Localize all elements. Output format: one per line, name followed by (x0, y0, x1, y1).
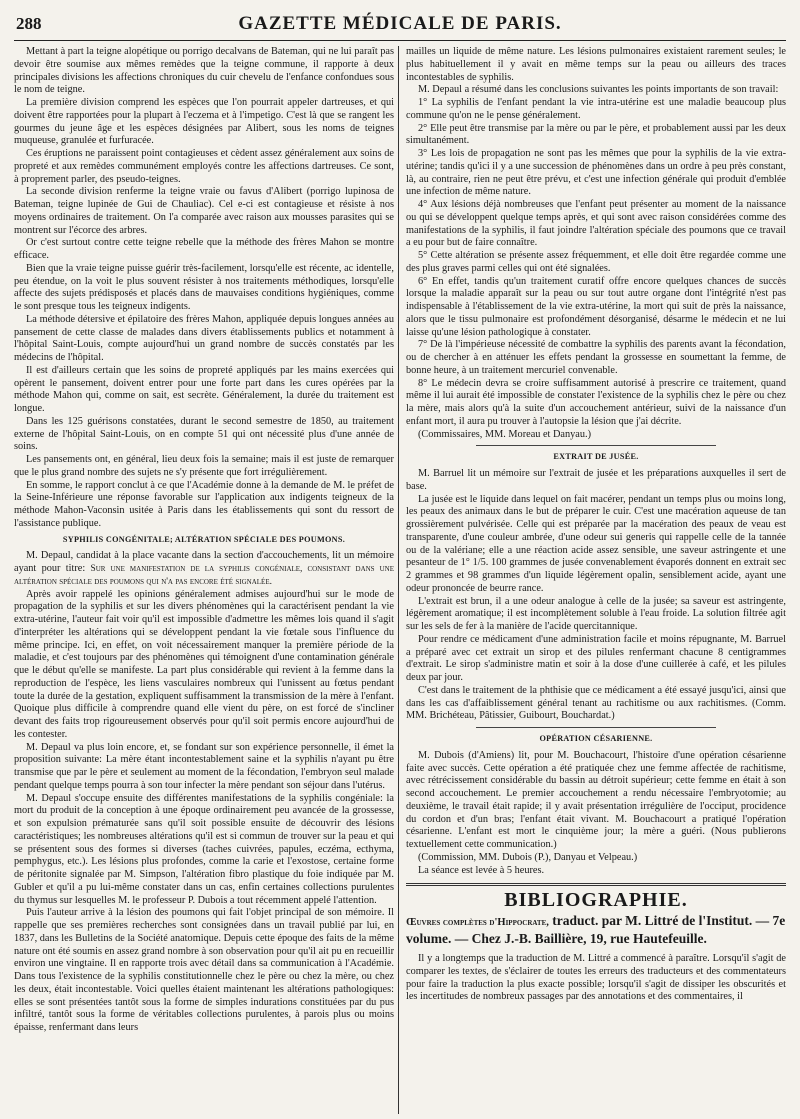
paragraph: Puis l'auteur arrive à la lésion des poumons qui fait l'objet principal de son mémoire. Il rappelle que ses premières recherches sont consignées dans un travail publié par lui, en 1837, dans les Bulletins de la Société anatomique. Depuis cette époque des faits de la même nature ont été soumis en assez grand nombre à son observation pour qu'il ait pu en recueillir environ une vingtaine. Il en rapporte trois avec détail dans sa communication à l'Académie. Dans tous l'existence de la syphilis constitutionnelle chez le père ou chez la mère, ou chez les deux, était incontestable. Voici quelles étaient maintenant les altérations pathologiques: elles se sont présentées tantôt sous la forme de simples indurations constituées par du pus infiltré, tantôt sous la forme de véritables collections purulentes, à parois plus ou moins épaisse, renfermant dans leurs (14, 907, 394, 1033)
column-divider (398, 46, 399, 1114)
paragraph: C'est dans le traitement de la phthisie que ce médicament a été essayé jusqu'ici, ainsi que dans les cas d'affaiblissement général tenant au rachitisme ou aux rachitismes. (Comm. MM. Brichéteau, Pâtissier, Guibourt, Bouchardat.) (406, 684, 786, 722)
conclusion-item: 3° Les lois de propagation ne sont pas les mêmes que pour la syphilis de la vie extra-utérine; tandis qu'ici il y a une succession de phénomènes dans un ordre à peu près constant, là, au contraire, rien ne peut être prévu, et c'est une infection générale qui produit d'emblée une infection de même nature. (406, 148, 786, 198)
paragraph: M. Depaul s'occupe ensuite des différentes manifestations de la syphilis congéniale: la mort du produit de la conception à une époque ordinairement peu avancée de la grossesse, et son expulsion prématurée sans qu'il soit possible ensuite de découvrir des lésions caractéristiques; les nombreuses altérations qu'il est si commun de trouver sur la peau et qui se présentent sous des formes si diverses (taches cuivrées, papules, eczéma, ecthyma, pemphygus, etc.). Les lésions plus profondes, comme la carie et l'exostose, certaine forme de péritonite signalée par M. Simpson, l'altération fibro plastique du foie indiquée par M. Gubler et qu'il a pu lui-même constater dans un cas, enfin certaines collections purulentes du thymus sur lesquelles M. le professeur P. Dubois a tout récemment appelé l'attention. (14, 792, 394, 906)
paragraph: Or c'est surtout contre cette teigne rebelle que la méthode des frères Mahon se montre efficace. (14, 237, 394, 261)
conclusion-item: 1° La syphilis de l'enfant pendant la vie intra-utérine est une maladie beaucoup plus commune qu'on ne le pense généralement. (406, 97, 786, 121)
conclusion-item: 7° De là l'impérieuse nécessité de combattre la syphilis des parents avant la fécondation, ou de chercher à en atténuer les effets pendant la grossesse en soumettant la femme, de bonne heure, à un traitement mercuriel convenable. (406, 339, 786, 376)
book-reference (406, 913, 786, 947)
paragraph: La séance est levée à 5 heures. (418, 864, 545, 876)
paragraph: M. Depaul va plus loin encore, et, se fondant sur son expérience personnelle, il émet la proposition suivante: La mère étant incontestablement saine et la syphilis n'ayant pu être transmise que par le père et seulement au moment de la fécondation, l'embryon seul malade pendant quelque temps pourra à son tour infecter la mère pendant son séjour dans l'utérus. (14, 741, 394, 791)
conclusion-item: 6° En effet, tandis qu'un traitement curatif offre encore quelques chances de succès lorsque la maladie apparaît sur la peau ou sur tout autre organe dont l'intégrité n'est pas indispensable à l'établissement de la vie extra-utérine, la mort qui suit de près la naissance, alors que le tissu pulmonaire est profondément désorganisé, désarme le médecin et ne lui laisse qu'une lésion pathologique à constater. (406, 275, 786, 338)
paragraph (14, 550, 394, 588)
memoir-title: Sur une manifestation de la syphilis congéniale, consistant dans une altération spéciale des poumons qui n'a pas encore été signalée. (14, 564, 394, 587)
page-number: 288 (16, 14, 42, 33)
conclusion-item: 8° Le médecin devra se croire suffisamment autorisé à prescrire ce traitement, quand même il lui aurait été impossible de constater l'existence de la syphilis chez le père ou chez la mère, mais alors qu'à la suite d'un accouchement antérieur, suivi de la naissance d'un enfant mort, il aura pu trouver à l'autopsie la lésion que j'ai décrite. (406, 377, 786, 427)
paragraph: La jusée est le liquide dans lequel on fait macérer, pendant un temps plus ou moins long, les peaux des animaux dans le but de préparer le cuir. C'est une macération aqueuse de tan grossièrement pulvérisée. Celle qui est préparée par la macération des peaux de veau est transparente, d'une couleur ambrée, d'une odeur sui generis qui rappelle celle de la tannée ou de la valériane; elle a une réaction acide assez sensible, une saveur astringente et une pesanteur de 1° 1/5. 100 grammes de jusée convenablement évaporés donnent en extrait sec 2 grammes et 98 grammes d'un liquide légèrement opalin, sensiblement acide, ayant une odeur prononcée de beurre rance. (406, 493, 786, 594)
paragraph: Pour rendre ce médicament d'une administration facile et moins répugnante, M. Barruel a préparé avec cet extrait un sirop et des pilules renfermant chacune 8 centigrammes d'extrait. Le sirop s'administre matin et soir à la dose d'une cuillerée à café, et les pilules deux par jour. (406, 633, 786, 683)
paragraph: Il est d'ailleurs certain que les soins de propreté appliqués par les mains exercées qui opèrent le pansement, doivent entrer pour une forte part dans les cures opérées par la méthode Mahon qui, comme on sait, est secrète. Généralement, la durée du traitement est longue. (14, 364, 394, 414)
bibliography-heading: BIBLIOGRAPHIE. (504, 889, 688, 912)
paragraph: M. Barruel lit un mémoire sur l'extrait de jusée et les préparations auxquelles il sert de base. (406, 468, 786, 492)
conclusion-item: 5° Cette altération se présente assez fréquemment, et elle doit être regardée comme une des plus graves parmi celles qui ont été signalées. (406, 250, 786, 274)
commission-note: (Commission, MM. Dubois (P.), Danyau et Velpeau.) (418, 851, 638, 863)
section-divider (476, 727, 716, 728)
bibliography-divider (406, 883, 786, 886)
journal-title: GAZETTE MÉDICALE DE PARIS. (238, 13, 562, 34)
paragraph: La méthode détersive et épilatoire des frères Mahon, appliquée depuis longues années au pansement de cette classe de malades dans divers établissements publics et notamment à l'hôpital Saint-Louis, compte aujourd'hui un grand nombre de succès constatés par les médecins de l'hôpital. (14, 313, 394, 363)
section-heading-syphilis: SYPHILIS CONGÉNITALE; ALTÉRATION SPÉCIALE DES POUMONS. (62, 534, 346, 544)
conclusion-item: 4° Aux lésions déjà nombreuses que l'enfant peut présenter au moment de la naissance ou qui se développent quelque temps après, et qui sont avec raison considérées comme des manifestations de la syphilis, il faut joindre l'altération spéciale des poumons que ce travail a eu pour but de faire connaître. (406, 199, 786, 249)
paragraph: La première division comprend les espèces que l'on pourrait appeler dartreuses, et qui doivent être rapportées pour la plupart à l'eczema et à l'impetigo. C'est là que se rangent les gourmes du jeune âge et les espèces désignées par Alibert, sous les noms de teignes muqueuse, granulée et furfuracée. (14, 97, 394, 147)
paragraph: La seconde division renferme la teigne vraie ou favus d'Alibert (porrigo lupinosa de Bateman, teigne lupinée de Gui de Chauliac). Cel e-ci est contagieuse et résiste à nos moyens ordinaires de traitement. On l'a comparée avec raison aux mousses parasites qui se montrent sur l'écorce des arbres. (14, 186, 394, 236)
section-heading-cesarienne: OPÉRATION CÉSARIENNE. (539, 734, 653, 743)
paragraph: L'extrait est brun, il a une odeur analogue à celle de la jusée; sa saveur est astringente, légèrement aromatique; il est incomplètement soluble à l'eau froide. La solution filtrée agit sur les sels de fer à la manière de l'acide quercitannique. (406, 595, 786, 632)
paragraph: Dans les 125 guérisons constatées, durant le second semestre de 1850, au traitement externe de l'hôpital Saint-Louis, on en compte 51 qui ont nécessité plus d'une année de soins. (14, 415, 394, 453)
paragraph: Les pansements ont, en général, lieu deux fois la semaine; mais il est juste de remarquer que le plus grand nombre des sujets ne s'y présente que fort irrégulièrement. (14, 454, 394, 478)
paragraph: Il y a longtemps que la traduction de M. Littré a commencé à paraître. Lorsqu'il s'agit de comparer les textes, de s'éclairer de toutes les erreurs des traducteurs et des commentateurs pour faire la traduction la plus exacte possible; lorsqu'il s'agit de dissiper les obscurités et les incertitudes de nombreux passages par des annotations et des commentaires, il (406, 953, 786, 1003)
paragraph: En somme, le rapport conclut à ce que l'Académie donne à la demande de M. le préfet de la Seine-Inférieure une réponse favorable sur l'application aux indigents teigneux de la méthode Mahon-Vaconsin usitée à Paris dans les établissements qui sont du ressort de l'assistance publique. (14, 479, 394, 529)
commission-note: (Commissaires, MM. Moreau et Danyau.) (418, 428, 592, 440)
paragraph-text: M. Depaul, candidat à la place vacante dans la section d'accouchements, lit un mémoire ayant pour titre: (14, 550, 394, 574)
right-column (406, 46, 786, 1114)
paragraph: Mettant à part la teigne alopétique ou porrigo decalvans de Bateman, qui ne lui paraît pas devoir être soumise aux mêmes remèdes que la teigne commune, il rapporte à deux principales divisions les affections chroniques du cuir chevelu de l'enfance confondues sous le nom de teigne. (14, 46, 394, 96)
paragraph: M. Dubois (d'Amiens) lit, pour M. Bouchacourt, l'histoire d'une opération césarienne faite avec succès. Cette opération a été pratiquée chez une femme affectée de rachitisme, avec rétrécissement considérable du bassin au détroit supérieur; cette femme en était à son second accouchement. Le premier accouchement a rendu nécessaire l'embryotomie; au deuxième, le travail était rapide; il y avait présentation irrégulière de l'occiput, procidence du cordon et d'un bras; l'enfant était vivant. M. Bouchacourt a pratiqué l'opération césarienne. L'enfant est mort le cinquième jour; la mère a guéri. (Nous publierons textuellement cette communication.) (406, 749, 786, 850)
left-column (14, 46, 394, 1114)
page-header (14, 10, 786, 41)
book-details: traduct. par M. Littré de l'Institut. — 7e volume. — Chez J.-B. Baillière, 19, rue Hautefeuille. (406, 913, 786, 946)
paragraph: mailles un liquide de même nature. Les lésions pulmonaires existaient rarement seules; le plus habituellement il y avait en même temps sur la peau ou ailleurs des traces incontestables de syphilis. (406, 46, 786, 83)
paragraph: Après avoir rappelé les opinions généralement admises aujourd'hui sur le mode de propagation de la syphilis et sur les divers phénomènes qui la caractérisent pendant la vie extra-utérine, l'auteur fait voir qu'il est impossible d'admettre les mêmes lois quand il s'agit d'interpréter les altérations qui se développent pendant la vie fœtale sous l'influence du même principe. Ici, en effet, on voit nécessairement manquer la première période de la maladie, et c'est toujours par des phénomènes qui témoignent d'une contamination générale que le début qu'elle se manifeste. La part plus considérable qui revient à la femme dans la reproduction de l'espèce, les liens vasculaires nombreux qui l'unissent au fœtus pendant toute la durée de la gestation, expliquent suffisamment la transmission de la mère à l'enfant. Quoique plus difficile à comprendre quand elle vient du père, on est forcé de s'incliner devant des faits trop rigoureusement observés pour qu'il soit permis encore aujourd'hui de les contester. (14, 588, 394, 740)
paragraph: M. Depaul a résumé dans les conclusions suivantes les points importants de son travail: (418, 84, 779, 96)
conclusion-item: 2° Elle peut être transmise par la mère ou par le père, et probablement aussi par les deux simultanément. (406, 122, 786, 147)
section-divider (476, 445, 716, 446)
paragraph: Ces éruptions ne paraissent point contagieuses et cèdent assez généralement aux soins de propreté et aux remèdes communément employés contre les affections dartreuses. Ce sont, à proprement parler, des pseudo-teignes. (14, 148, 394, 185)
section-heading-jusee: EXTRAIT DE JUSÉE. (553, 452, 639, 462)
paragraph: Bien que la vraie teigne puisse guérir très-facilement, lorsqu'elle est récente, ac identelle, peu étendue, on la voit le plus souvent résister à nos traitements méthodiques, lorsqu'elle affecte des sujets prédisposés et placés dans de mauvaises conditions hygiéniques, comme le sont presque tous les teigneux indigents. (14, 262, 394, 312)
book-title: Œuvres complètes d'Hippocrate, (406, 917, 549, 928)
